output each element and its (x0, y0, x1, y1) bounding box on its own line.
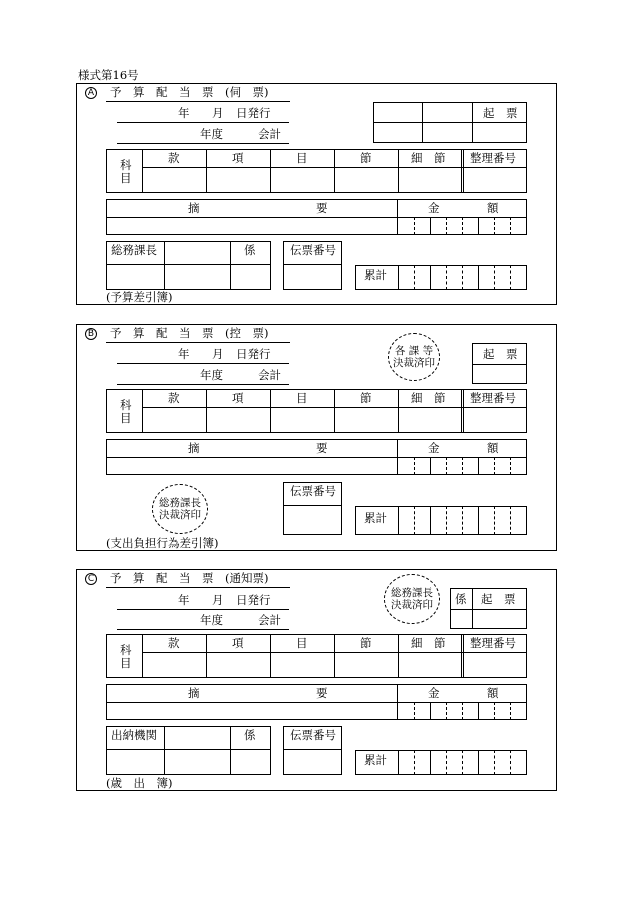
date-issue: 日発行 (236, 106, 271, 120)
kamoku-label: 科目 (120, 158, 132, 185)
digit-line (430, 217, 431, 235)
kou-label: 項 (232, 151, 244, 165)
setsu-label: 節 (360, 391, 372, 405)
date-month: 月 (212, 593, 224, 607)
denpyo-label: 伝票番号 (290, 728, 336, 742)
stamp-text: 決裁済印 (393, 357, 435, 369)
grid-line (472, 364, 527, 365)
grid-line (230, 726, 231, 775)
moku-label: 目 (296, 391, 308, 405)
grid-line (334, 389, 335, 433)
digit-line (414, 506, 415, 535)
kamoku-label: 科目 (120, 643, 132, 670)
grid-line (398, 506, 399, 535)
stamp-text: 決裁済印 (391, 599, 433, 611)
setsu-label: 節 (360, 151, 372, 165)
grid-line (398, 265, 399, 290)
digit-line (462, 217, 463, 235)
grid-line (142, 167, 527, 168)
digit-line (478, 457, 479, 475)
grid-line (106, 749, 271, 750)
grid-line (283, 264, 342, 265)
digit-line (494, 265, 495, 290)
grid-line (142, 634, 143, 678)
grid-line (106, 457, 527, 458)
ruikei-label: 累計 (364, 511, 387, 525)
digit-line (446, 457, 447, 475)
section-marker-a: A (85, 87, 97, 99)
grid-line (397, 684, 398, 720)
grid-line (142, 389, 143, 433)
grid-line (397, 199, 398, 235)
tekiyo-label: 摘 (188, 441, 200, 455)
grid-line (463, 149, 464, 193)
grid-line (283, 749, 342, 750)
signature-label: 出納機関 (111, 728, 157, 742)
grid-line (461, 389, 462, 433)
digit-line (510, 750, 511, 775)
date-year: 年 (178, 347, 190, 361)
seiri-label: 整理番号 (470, 391, 516, 405)
kihyo-label: 起 票 (481, 592, 516, 606)
kingaku-label: 額 (487, 686, 499, 700)
ruikei-label: 累計 (364, 753, 387, 767)
saimoku-label: 細 節 (411, 151, 446, 165)
grid-line (106, 702, 527, 703)
date-month: 月 (212, 106, 224, 120)
stamp-approval (384, 574, 440, 624)
digit-line (462, 750, 463, 775)
digit-line (414, 217, 415, 235)
saimoku-label: 細 節 (411, 636, 446, 650)
moku-label: 目 (296, 151, 308, 165)
digit-line (430, 750, 431, 775)
digit-line (478, 506, 479, 535)
grid-line (398, 750, 399, 775)
kan-label: 款 (168, 636, 180, 650)
digit-line (478, 702, 479, 720)
section-title: 予 算 配 当 票 (通知票) (110, 571, 269, 585)
grid-line (206, 389, 207, 433)
grid-line (463, 389, 464, 433)
title-underline (106, 587, 290, 588)
digit-line (494, 702, 495, 720)
kingaku-label: 額 (487, 201, 499, 215)
denpyo-label: 伝票番号 (290, 484, 336, 498)
digit-line (446, 217, 447, 235)
digit-line (430, 265, 431, 290)
grid-line (463, 634, 464, 678)
digit-line (414, 702, 415, 720)
signature-label: 総務課長 (111, 243, 157, 257)
grid-line (230, 241, 231, 290)
grid-line (461, 149, 462, 193)
grid-line (270, 149, 271, 193)
grid-line (106, 217, 527, 218)
setsu-label: 節 (360, 636, 372, 650)
fiscal-year: 年度 (200, 613, 223, 627)
seiri-label: 整理番号 (470, 636, 516, 650)
stamp-text: 各 課 等 (394, 344, 434, 357)
grid-line (398, 149, 399, 193)
account-label: 会計 (258, 613, 281, 627)
kou-label: 項 (232, 636, 244, 650)
digit-line (462, 506, 463, 535)
grid-line (373, 122, 527, 123)
kihyo-label: 起 票 (483, 106, 518, 120)
digit-line (494, 217, 495, 235)
kakari-label: 係 (455, 592, 467, 606)
stamp-text: 決裁済印 (159, 509, 201, 521)
account-label: 会計 (258, 368, 281, 382)
digit-line (478, 750, 479, 775)
digit-line (430, 702, 431, 720)
digit-line (494, 750, 495, 775)
moku-label: 目 (296, 636, 308, 650)
title-underline (106, 342, 290, 343)
grid-line (397, 439, 398, 475)
digit-line (510, 506, 511, 535)
stamp-text: 総務課長 (391, 586, 433, 599)
date-issue: 日発行 (236, 347, 271, 361)
grid-line (334, 634, 335, 678)
grid-line (398, 389, 399, 433)
stamp-text: 総務課長 (159, 496, 201, 509)
fiscal-underline (117, 629, 289, 630)
section-marker-c: C (85, 573, 97, 585)
section-title: 予 算 配 当 票 (伺 票) (110, 85, 269, 99)
digit-line (414, 265, 415, 290)
date-year: 年 (178, 593, 190, 607)
tekiyo-label: 摘 (188, 686, 200, 700)
digit-line (430, 506, 431, 535)
digit-line (510, 457, 511, 475)
digit-line (446, 702, 447, 720)
tekiyo-label: 摘 (188, 201, 200, 215)
digit-line (494, 506, 495, 535)
date-month: 月 (212, 347, 224, 361)
digit-line (478, 265, 479, 290)
ruikei-label: 累計 (364, 268, 387, 282)
kingaku-label: 金 (428, 686, 440, 700)
form-number: 様式第16号 (78, 68, 139, 82)
fiscal-year: 年度 (200, 127, 223, 141)
fiscal-year: 年度 (200, 368, 223, 382)
grid-line (334, 149, 335, 193)
digit-line (462, 702, 463, 720)
date-issue: 日発行 (236, 593, 271, 607)
grid-line (142, 652, 527, 653)
digit-line (462, 265, 463, 290)
digit-line (446, 265, 447, 290)
digit-line (462, 457, 463, 475)
kan-label: 款 (168, 151, 180, 165)
digit-line (430, 457, 431, 475)
date-underline (117, 363, 289, 364)
digit-line (510, 265, 511, 290)
digit-line (446, 750, 447, 775)
section-title: 予 算 配 当 票 (控 票) (110, 326, 269, 340)
section-footer: (歳 出 簿) (106, 776, 173, 790)
grid-line (461, 634, 462, 678)
grid-line (164, 726, 165, 775)
title-underline (106, 101, 290, 102)
denpyo-label: 伝票番号 (290, 243, 336, 257)
seiri-label: 整理番号 (470, 151, 516, 165)
stamp-approval (152, 484, 208, 534)
digit-line (478, 217, 479, 235)
date-underline (117, 609, 289, 610)
grid-line (270, 389, 271, 433)
kakari-label: 係 (244, 243, 256, 257)
section-footer: (支出負担行為差引簿) (106, 536, 219, 550)
date-year: 年 (178, 106, 190, 120)
grid-line (270, 634, 271, 678)
kihyo-label: 起 票 (483, 347, 518, 361)
kamoku-label: 科目 (120, 398, 132, 425)
fiscal-underline (117, 384, 289, 385)
digit-line (414, 750, 415, 775)
section-footer: (予算差引簿) (106, 290, 173, 304)
grid-line (206, 634, 207, 678)
kingaku-label: 金 (428, 201, 440, 215)
grid-line (398, 634, 399, 678)
kou-label: 項 (232, 391, 244, 405)
stamp-approval (388, 333, 440, 381)
section-marker-b: B (85, 328, 97, 340)
digit-line (446, 506, 447, 535)
date-underline (117, 122, 289, 123)
digit-line (494, 457, 495, 475)
tekiyo-label: 要 (316, 686, 328, 700)
grid-line (450, 609, 527, 610)
tekiyo-label: 要 (316, 441, 328, 455)
kakari-label: 係 (244, 728, 256, 742)
grid-line (142, 149, 143, 193)
tekiyo-label: 要 (316, 201, 328, 215)
digit-line (510, 702, 511, 720)
digit-line (510, 217, 511, 235)
grid-line (142, 407, 527, 408)
fiscal-underline (117, 143, 289, 144)
kingaku-label: 額 (487, 441, 499, 455)
account-label: 会計 (258, 127, 281, 141)
saimoku-label: 細 節 (411, 391, 446, 405)
grid-line (283, 505, 342, 506)
grid-line (106, 264, 271, 265)
kan-label: 款 (168, 391, 180, 405)
grid-line (206, 149, 207, 193)
kingaku-label: 金 (428, 441, 440, 455)
digit-line (414, 457, 415, 475)
grid-line (164, 241, 165, 290)
